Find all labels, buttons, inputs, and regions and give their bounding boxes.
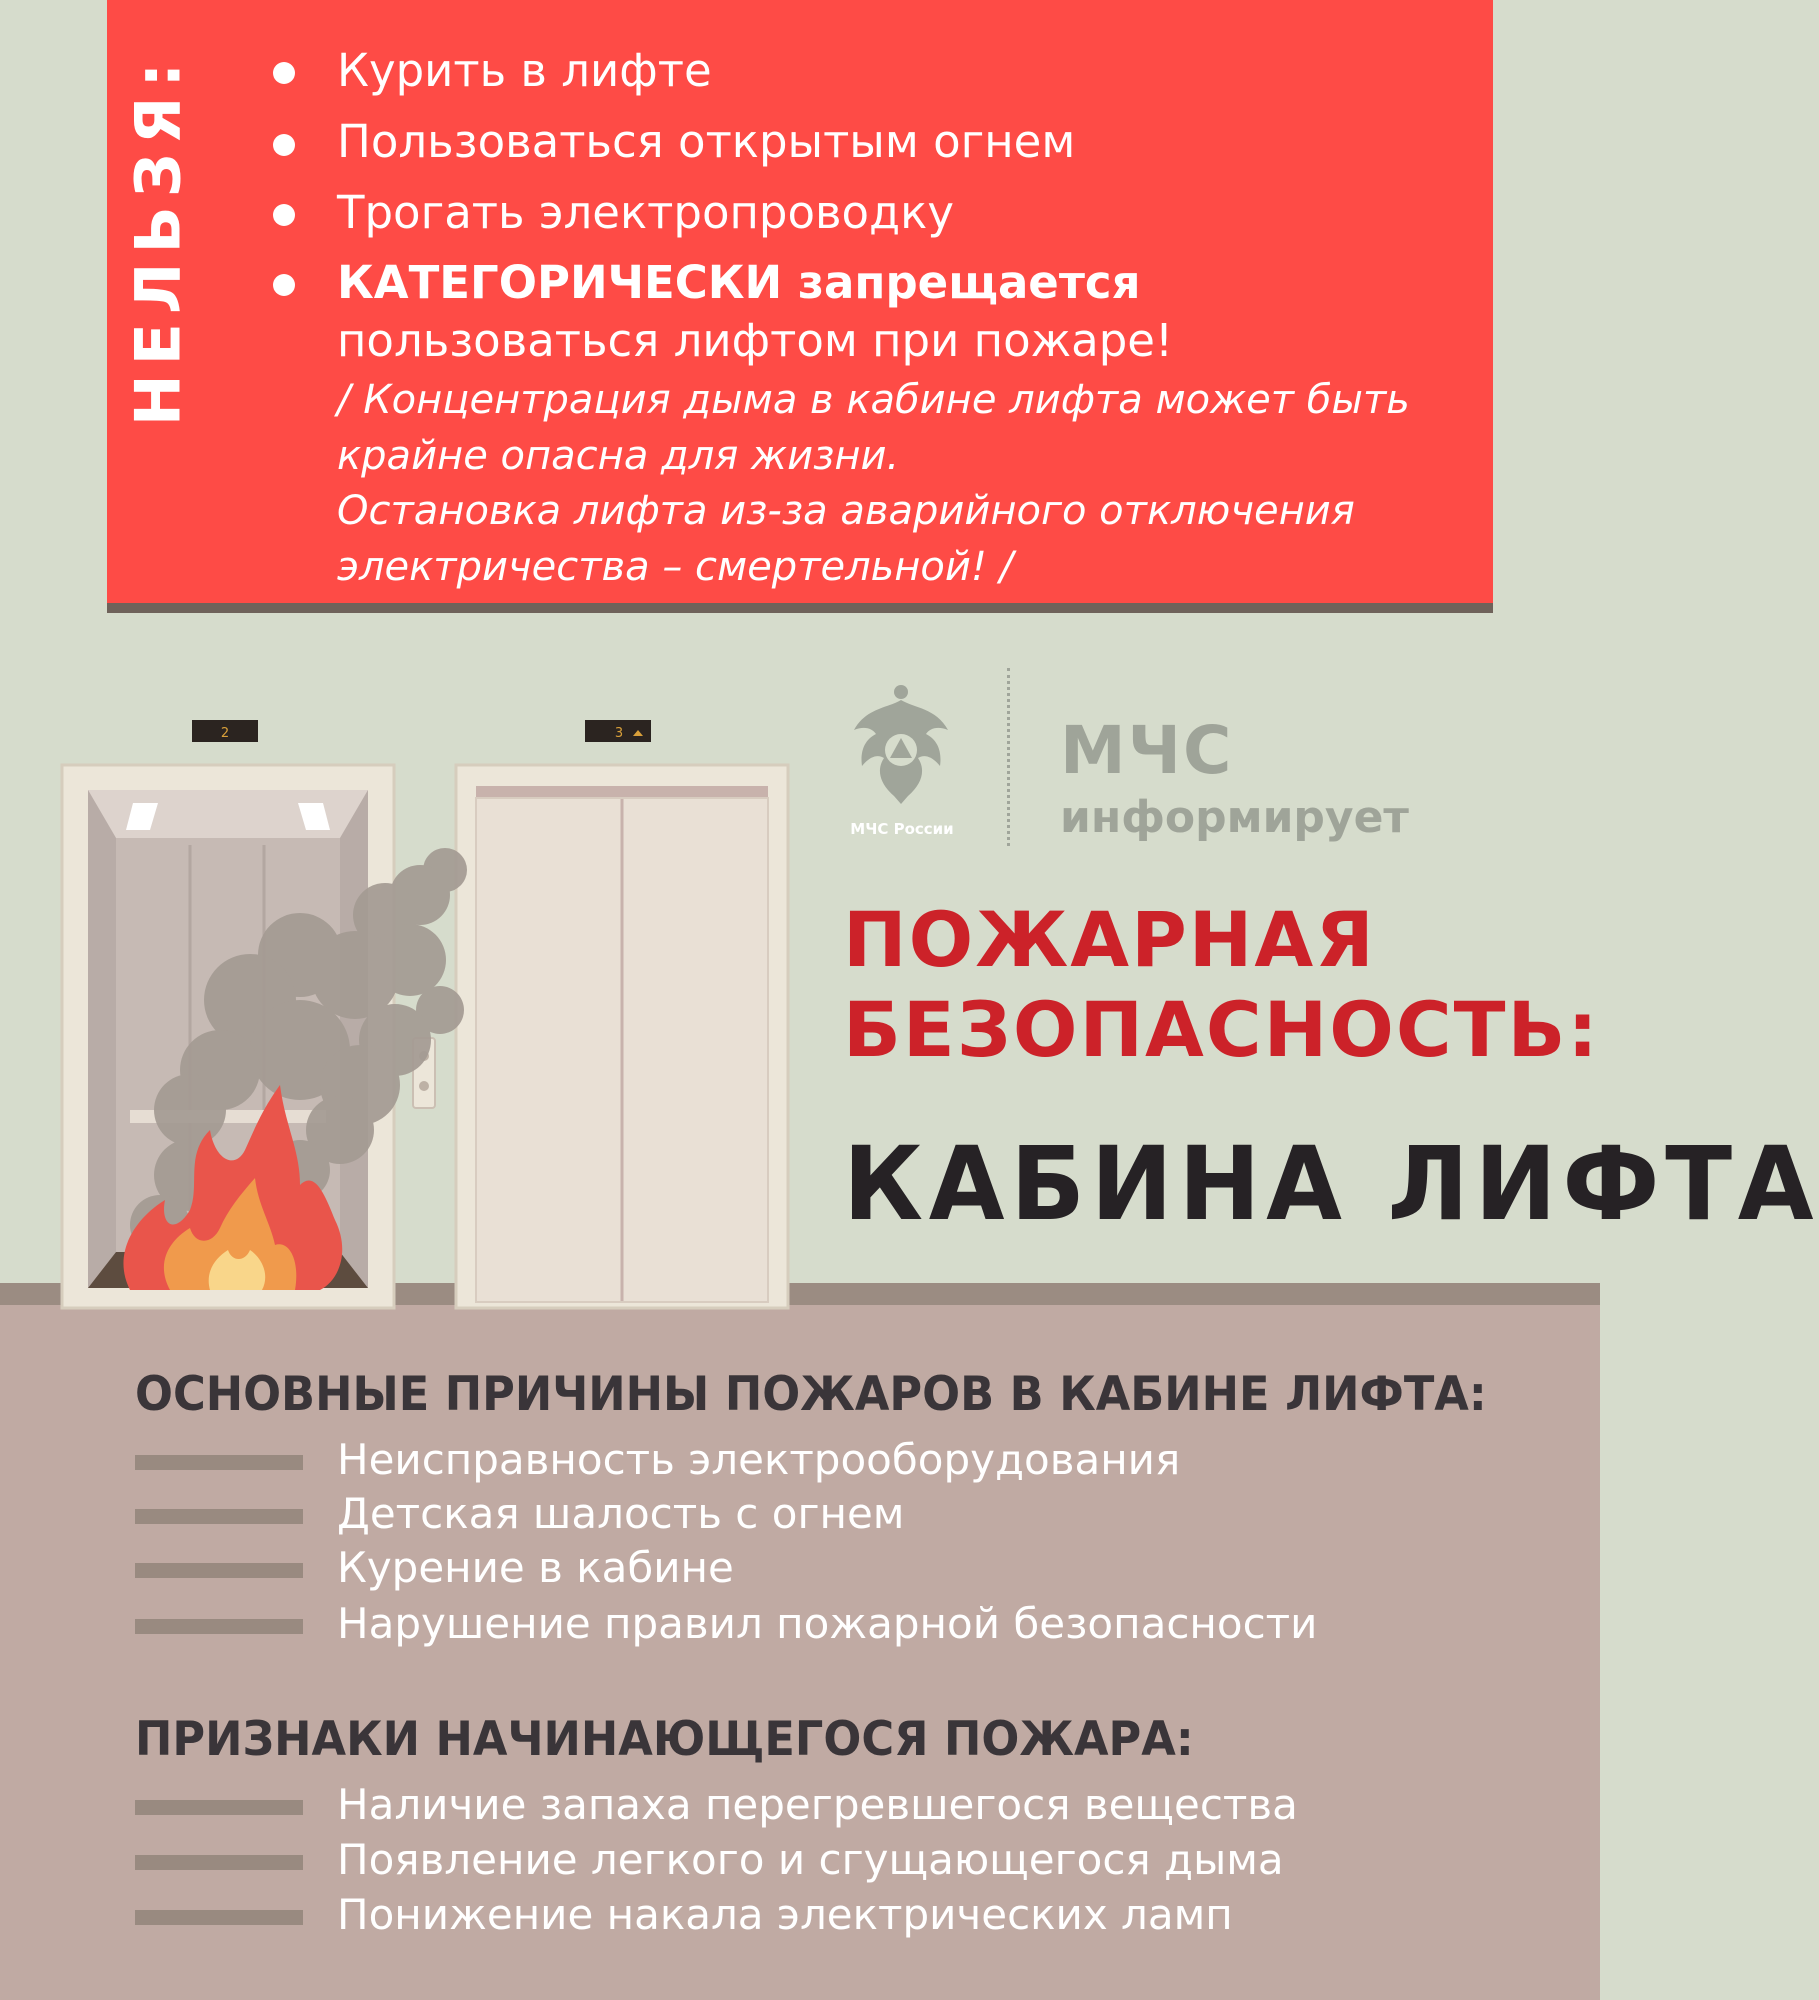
prohibited-item: Курить в лифте <box>337 44 712 97</box>
page-title <box>843 895 1600 1075</box>
critical-warning-text: пользоваться лифтом при пожаре! <box>337 314 1174 367</box>
floor-number-left: 2 <box>220 726 230 741</box>
sign-item: Понижение накала электрических ламп <box>337 1890 1233 1939</box>
list-dash <box>135 1855 303 1870</box>
list-dash <box>135 1509 303 1524</box>
critical-warning-bold: КАТЕГОРИЧЕСКИ запрещается <box>337 256 1141 309</box>
logo-name: МЧС <box>1060 712 1234 789</box>
list-dash <box>135 1455 303 1470</box>
critical-note-line: / Концентрация дыма в кабине лифта может быть <box>337 377 1410 423</box>
prohibited-heading: НЕЛЬЗЯ: <box>121 53 195 427</box>
causes-heading: ОСНОВНЫЕ ПРИЧИНЫ ПОЖАРОВ В КАБИНЕ ЛИФТА: <box>135 1367 1487 1422</box>
list-dash <box>135 1619 303 1634</box>
page-subject: КАБИНА ЛИФТА <box>843 1125 1819 1244</box>
critical-note-line: электричества – смертельной! / <box>337 544 1014 590</box>
cause-item: Курение в кабине <box>337 1543 734 1592</box>
cause-item: Неисправность электрооборудования <box>337 1435 1181 1484</box>
list-dash <box>135 1910 303 1925</box>
prohibited-item: Трогать электропроводку <box>337 186 954 239</box>
closed-elevator <box>456 765 788 1308</box>
mchs-emblem-icon <box>846 678 956 808</box>
cause-item: Детская шалость с огнем <box>337 1489 905 1538</box>
critical-note-line: крайне опасна для жизни. <box>337 433 900 479</box>
title-line-1: ПОЖАРНАЯ <box>843 895 1376 984</box>
list-dash <box>135 1563 303 1578</box>
list-dash <box>135 1800 303 1815</box>
cause-item: Нарушение правил пожарной безопасности <box>337 1599 1318 1648</box>
sign-item: Наличие запаха перегревшегося вещества <box>337 1780 1298 1829</box>
critical-note-line: Остановка лифта из-за аварийного отключения <box>337 488 1355 534</box>
emblem-caption: МЧС России <box>850 820 954 838</box>
floor-number-right: 3 <box>614 726 624 741</box>
logo-tagline: информирует <box>1060 792 1409 843</box>
elevator-illustration <box>0 0 800 1310</box>
logo-divider <box>1007 668 1010 846</box>
sign-item: Появление легкого и сгущающегося дыма <box>337 1835 1284 1884</box>
signs-heading: ПРИЗНАКИ НАЧИНАЮЩЕГОСЯ ПОЖАРА: <box>135 1712 1194 1767</box>
title-line-2: БЕЗОПАСНОСТЬ: <box>843 985 1600 1074</box>
prohibited-item: Пользоваться открытым огнем <box>337 115 1076 168</box>
